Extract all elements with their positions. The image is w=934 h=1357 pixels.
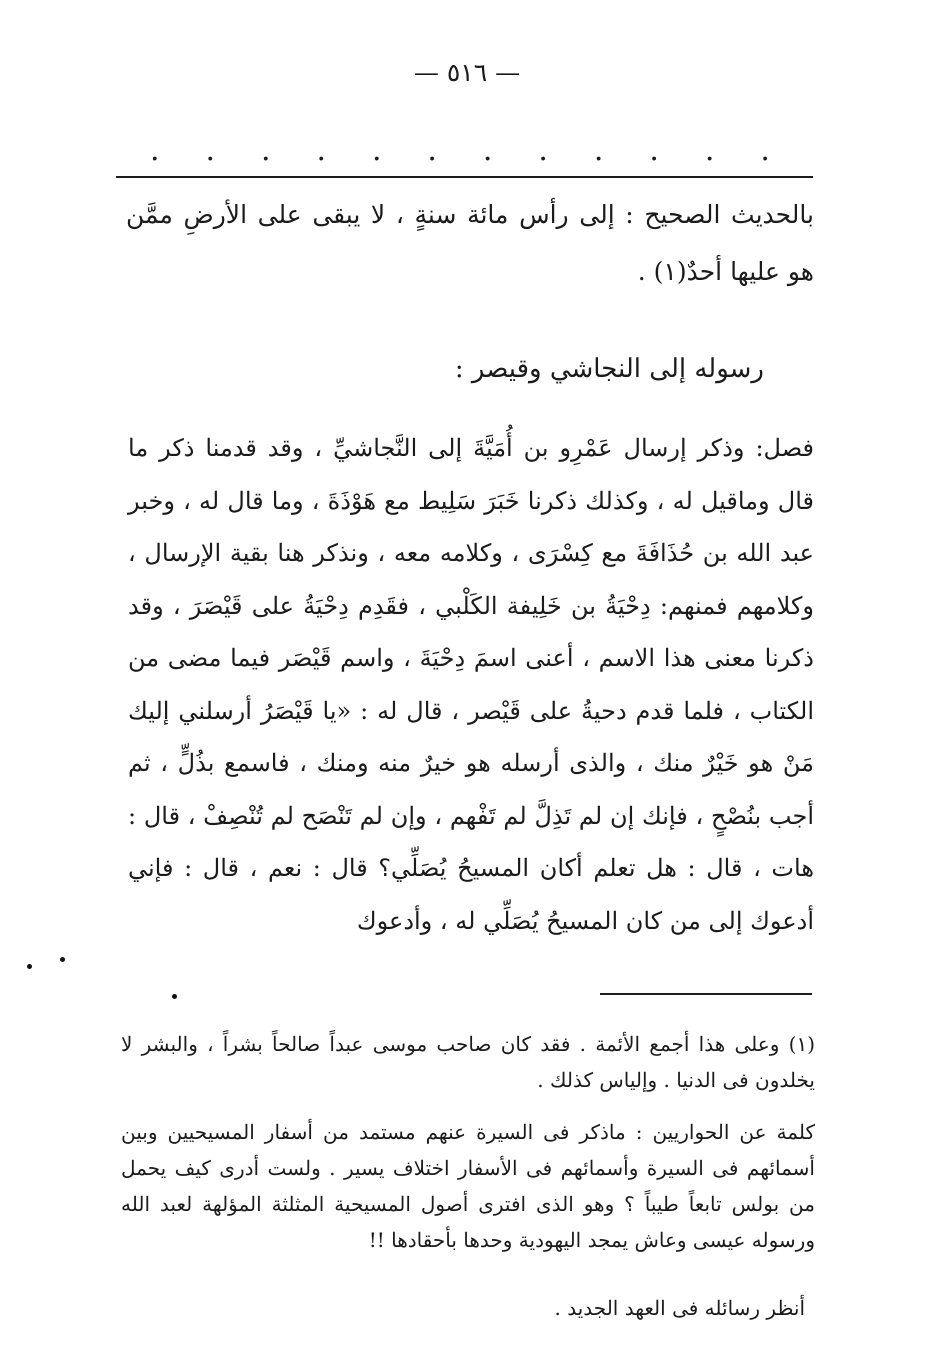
continued-paragraph: بالحديث الصحيح : إلى رأس مائة سنةٍ ، لا يبقى على الأرضِ ممَّن هو عليها أحدٌ(١) . <box>126 200 814 286</box>
decorative-dot: . <box>316 133 326 168</box>
scan-speck <box>27 964 32 969</box>
decorative-dot: . <box>649 133 659 168</box>
footnote-1: (١) وعلى هذا أجمع الأئمة . فقد كان صاحب موسى عبداً صالحاً بشراً ، والبشر لا يخلدون فى الدنيا . وإلياس كذلك . <box>121 1032 815 1092</box>
header-divider <box>116 176 813 178</box>
decorative-dot: . <box>760 133 770 168</box>
main-body-text <box>128 422 814 947</box>
main-paragraph: فصل: وذكر إرسال عَمْرِو بن أُمَيَّةَ إلى النَّجاشيِّ ، وقد قدمنا ذكر ما قال وماقيل له ، وكذلك ذكرنا خَبَرَ سَلِيط مع هَوْذَةَ ، وما قال له ، وخبر عبد الله بن حُذَافَةَ مع كِسْرَى ، وكلامه معه ، ونذكر هنا بقية الإرسال ، وكلامهم فمنهم: دِحْيَةُ بن خَلِيفة الكَلْبي ، فقَدِم دِحْيَةُ على قَيْصَرَ ، وقد ذكرنا معنى هذا الاسم ، أعنى اسمَ دِحْيَةَ ، واسم قَيْصَر فيما مضى من الكتاب ، فلما قدم دحيةُ على قَيْصر ، قال له : «يا قَيْصَرُ أرسلني إليك مَنْ هو خَيْرٌ منك ، والذى أرسله هو خيرٌ منه ومنك ، فاسمع بذُلٍّ ، ثم أجب بنُصْحٍ ، فإنك إن لم تَذِلَّ لم تَفْهم ، وإن لم تَنْصَح لم تُنْصِفْ ، قال : هات ، قال : هل تعلم أكان المسيحُ يُصَلِّي؟ قال : نعم ، قال : فإني أدعوك إلى من كان المسيحُ يُصَلِّي له ، وأدعوك <box>128 434 814 935</box>
decorative-dot: . <box>205 133 216 168</box>
decorative-dot: . <box>482 133 493 168</box>
footnote-divider <box>600 993 812 995</box>
page-number: — ٥١٦ — <box>413 58 521 87</box>
scan-speck <box>172 994 177 999</box>
decorative-dot: . <box>538 133 548 168</box>
footnote-2: كلمة عن الحواريين : ماذكر فى السيرة عنهم مستمد من أسفار المسيحيين وبين أسمائهم فى السيرة وأسمائهم فى الأسفار اختلاف يسير . ولست أدرى كيف يحمل من بولس تابعاً طيباً ؟ وهو الذى افترى أصول المسيحية المثلثة المؤلهة لعبد الله ورسوله عيسى وعاش يمجد اليهودية وحدها بأحقادها !! <box>121 1120 815 1252</box>
decorative-dot: . <box>150 133 160 168</box>
decorative-dot-row <box>150 133 770 168</box>
footnote-3: أنظر رسائله فى العهد الجديد . <box>554 1296 805 1320</box>
section-heading: رسوله إلى النجاشي وقيصر : <box>454 354 764 384</box>
decorative-dot: . <box>593 133 604 168</box>
decorative-dot: . <box>427 133 437 168</box>
decorative-dot: . <box>371 133 382 168</box>
decorative-dot: . <box>260 133 271 168</box>
decorative-dot: . <box>704 133 715 168</box>
scan-speck <box>60 957 65 962</box>
